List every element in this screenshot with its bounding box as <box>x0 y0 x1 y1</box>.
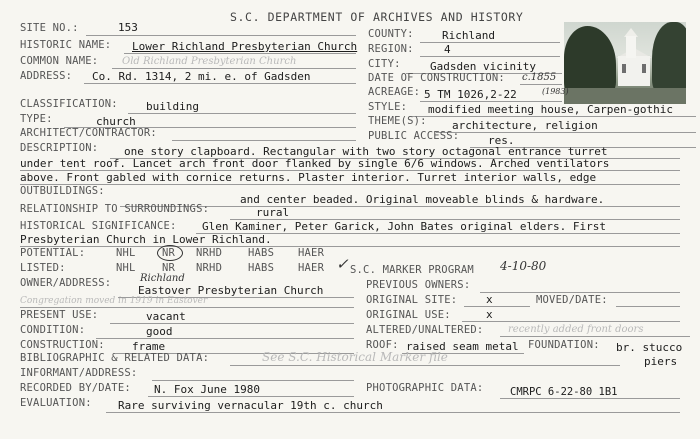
value-style: modified meeting house, Carpen-gothic <box>428 103 674 116</box>
label-date-of-construction: DATE OF CONSTRUCTION: <box>368 72 505 84</box>
potential-nr-circle <box>157 245 183 261</box>
value-common-name: Old Richland Presbyterian Church <box>122 56 297 67</box>
listed-haer: HAER <box>298 262 325 274</box>
label-roof: ROOF: <box>366 339 399 351</box>
label-moved-date: MOVED/DATE: <box>536 294 608 306</box>
value-public-access: res. <box>488 134 515 147</box>
listed-nrhd: NRHD <box>196 262 223 274</box>
label-condition: CONDITION: <box>20 324 86 336</box>
value-recorded-by: N. Fox June 1980 <box>154 383 260 396</box>
label-original-site: ORIGINAL SITE: <box>366 294 458 306</box>
value-classification: building <box>146 100 199 113</box>
label-architect: ARCHITECT/CONTRACTOR: <box>20 127 157 139</box>
label-foundation: FOUNDATION: <box>528 339 600 351</box>
potential-nr: NR <box>162 247 176 259</box>
value-region: 4 <box>444 43 451 56</box>
label-owner: OWNER/ADDRESS: <box>20 277 112 289</box>
value-photographic-data: CMRPC 6-22-80 1B1 <box>510 386 618 398</box>
value-owner-faint: Congregation moved in 1919 in Eastover <box>20 296 208 306</box>
value-themes: architecture, religion <box>452 119 598 132</box>
label-historical-significance: HISTORICAL SIGNIFICANCE: <box>20 220 177 232</box>
label-common-name: COMMON NAME: <box>20 55 99 67</box>
value-marker-date: 4-10-80 <box>500 259 547 273</box>
value-original-use: x <box>486 308 493 321</box>
label-construction: CONSTRUCTION: <box>20 339 105 351</box>
label-present-use: PRESENT USE: <box>20 309 99 321</box>
label-historic-name: HISTORIC NAME: <box>20 39 112 51</box>
label-style: STYLE: <box>368 101 408 113</box>
label-potential: POTENTIAL: <box>20 247 86 259</box>
listed-nr: NR <box>162 262 176 274</box>
value-condition: good <box>146 325 173 338</box>
value-bibliographic: See S.C. Historical Marker file <box>262 350 448 364</box>
value-roof: raised seam metal <box>406 340 519 353</box>
value-description-2: under tent roof. Lancet arch front door flanked by single 6/6 windows. Arched ventilators <box>20 157 610 170</box>
potential-haer: HAER <box>298 247 325 259</box>
value-owner: Eastover Presbyterian Church <box>138 284 324 297</box>
label-informant: INFORMANT/ADDRESS: <box>20 367 138 379</box>
label-recorded-by: RECORDED BY/DATE: <box>20 382 131 394</box>
value-acreage-note: (1983) <box>542 87 569 96</box>
value-significance-1: Glen Kaminer, Peter Garick, John Bates original elders. First <box>202 220 606 233</box>
label-relationship: RELATIONSHIP TO SURROUNDINGS: <box>20 203 210 215</box>
value-description-3: above. Front gabled with cornice returns. Plaster interior. Turret interior walls, edge <box>20 171 597 184</box>
value-foundation-1: br. stucco <box>616 341 683 354</box>
label-sc-marker: S.C. MARKER PROGRAM <box>350 264 474 276</box>
value-description-4: and center beaded. Original moveable blinds & hardware. <box>240 193 605 206</box>
value-significance-2: Presbyterian Church in Lower Richland. <box>20 233 272 246</box>
value-original-site: x <box>486 293 493 306</box>
value-date-of-construction: c.1855 <box>522 72 557 83</box>
label-evaluation: EVALUATION: <box>20 397 92 409</box>
value-relationship: rural <box>256 206 290 219</box>
value-construction: frame <box>132 340 166 353</box>
label-altered: ALTERED/UNALTERED: <box>366 324 484 336</box>
label-description: DESCRIPTION: <box>20 142 99 154</box>
value-type: church <box>96 115 136 128</box>
label-classification: CLASSIFICATION: <box>20 98 118 110</box>
potential-nrhd: NRHD <box>196 247 223 259</box>
value-acreage: 5 TM 1026,2-22 <box>424 88 517 101</box>
value-county: Richland <box>442 29 495 42</box>
potential-nhl: NHL <box>116 247 136 259</box>
value-address: Co. Rd. 1314, 2 mi. e. of Gadsden <box>92 70 311 83</box>
listed-nhl: NHL <box>116 262 136 274</box>
label-original-use: ORIGINAL USE: <box>366 309 451 321</box>
header-title: S.C. DEPARTMENT OF ARCHIVES AND HISTORY <box>230 10 524 24</box>
label-city: CITY: <box>368 58 401 70</box>
value-site-no: 153 <box>118 21 138 34</box>
label-site-no: SITE NO.: <box>20 22 79 34</box>
label-county: COUNTY: <box>368 28 414 40</box>
label-previous-owners: PREVIOUS OWNERS: <box>366 279 471 291</box>
label-acreage: ACREAGE: <box>368 86 421 98</box>
value-altered: recently added front doors <box>508 324 644 335</box>
value-owner-note: Richland <box>140 273 185 284</box>
value-foundation-2: piers <box>644 355 678 368</box>
value-evaluation: Rare surviving vernacular 19th c. church <box>118 399 383 412</box>
label-photographic-data: PHOTOGRAPHIC DATA: <box>366 382 484 394</box>
value-historic-name: Lower Richland Presbyterian Church <box>132 40 358 53</box>
label-outbuildings: OUTBUILDINGS: <box>20 185 105 197</box>
label-bibliographic: BIBLIOGRAPHIC & RELATED DATA: <box>20 352 210 364</box>
label-region: REGION: <box>368 43 414 55</box>
marker-check-mark: ✓ <box>336 255 349 273</box>
potential-habs: HABS <box>248 247 275 259</box>
value-city: Gadsden vicinity <box>430 60 536 73</box>
value-description-1: one story clapboard. Rectangular with two story octagonal entrance turret <box>124 145 608 158</box>
label-listed: LISTED: <box>20 262 66 274</box>
label-type: TYPE: <box>20 113 53 125</box>
listed-habs: HABS <box>248 262 275 274</box>
church-photo <box>564 22 686 104</box>
label-themes: THEME(S): <box>368 115 427 127</box>
value-present-use: vacant <box>146 310 186 323</box>
label-public-access: PUBLIC ACCESS: <box>368 130 460 142</box>
label-address: ADDRESS: <box>20 70 73 82</box>
